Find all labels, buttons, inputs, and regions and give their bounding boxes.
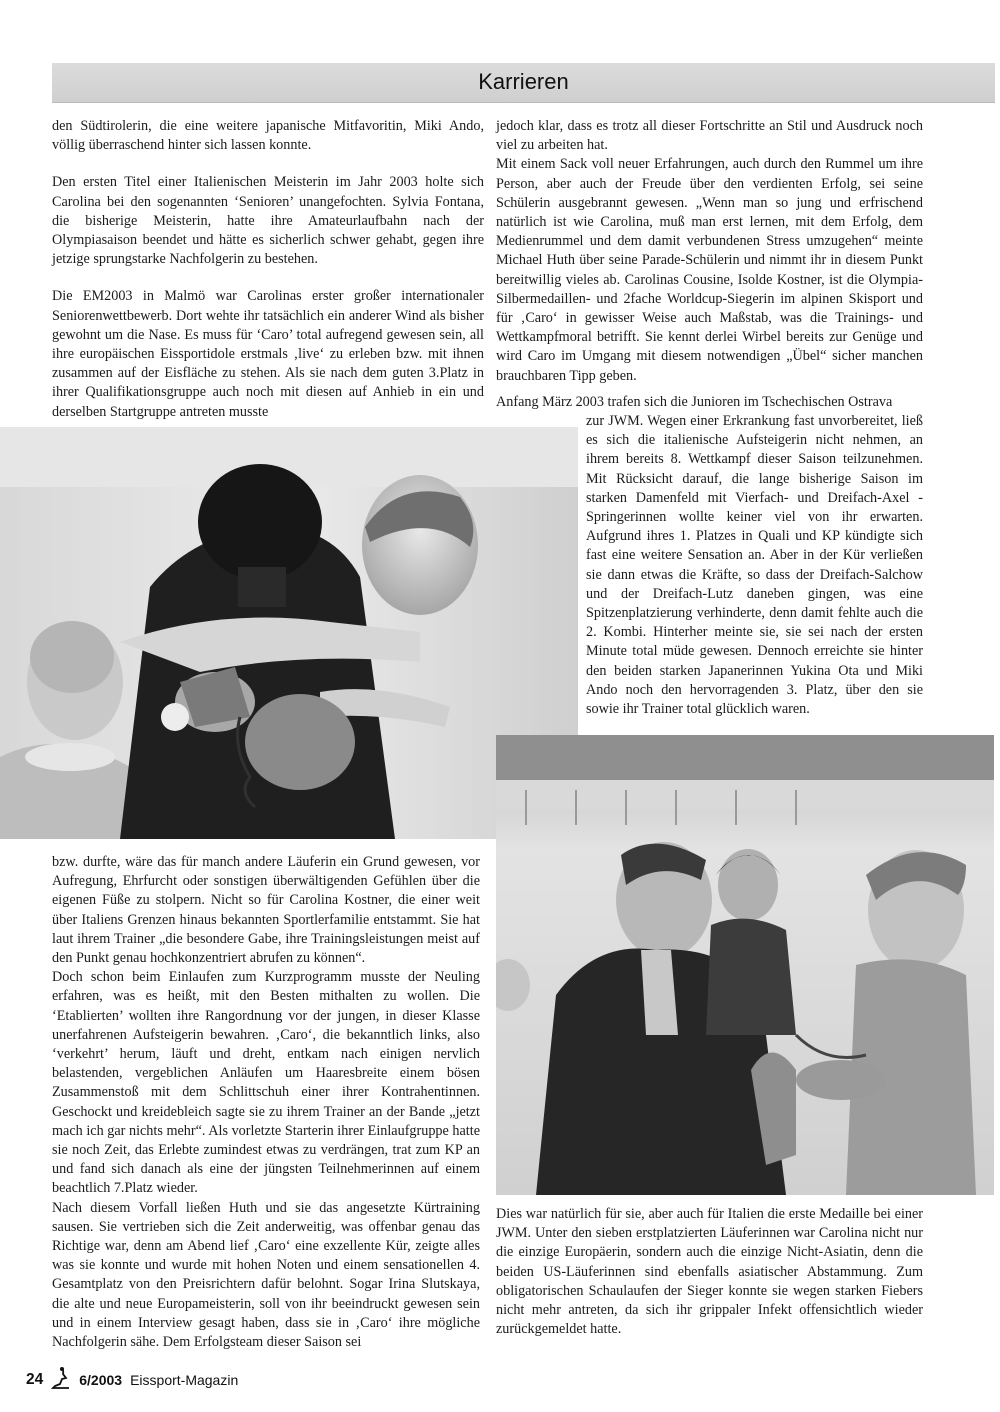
paragraph: Mit einem Sack voll neuer Erfahrungen, auch durch den Rummel um ihre Person, aber auch der Freude über den verdienten Erfolg, sei seine Schülerin ausgebrannt gewesen. „Wenn man so jung und erfrischend natürlich ist wie Carolina, muß man erst lernen, mit dem Erfolg, dem Medienrummel und dem damit verbundenen Stress umzugehen“ meinte Michael Huth über seine Parade-Schülerin und nimmt ihr in diesem Punkt bereitwillig vieles ab. Carolinas Cousine, Isolde Kostner, ist die Olympia-Silbermedaillen- und 2fache Worldcup-Siegerin im alpinen Skisport und für ‚Caro‘ in gewisser Weise auch Maßstab, was die Trainings- und Wettkampfmoral betrifft. Sie kennt derlei Wirbel bereits zur Genüge und wird Caro im Umgang mit diesem notwendigen „Übel“ sicher manchen brauchbaren Tipp geben. xyxy=(496,156,923,384)
page-number: 24 xyxy=(26,1370,44,1388)
paragraph: bzw. durfte, wäre das für manch andere Läuferin ein Grund gewesen, vor Aufregung, Ehrfurcht oder sonstigen überwältigenden Gefühlen über die eigenen Füße zu stolpern. Nicht so für Carolina Kostner, die einer weit über Italiens Grenzen hinaus bekannten Sportlerfamilie entstammt. Sie hat laut ihrem Trainer „die besondere Gabe, ihre Trainingsleistungen meist auf den Punkt genau hochkonzentriert abrufen zu können“. xyxy=(52,854,480,967)
photo-trainer-image xyxy=(496,735,994,1195)
column-bottom-right xyxy=(496,1205,923,1339)
page-footer xyxy=(26,1366,238,1393)
paragraph: zur JWM. Wegen einer Erkrankung fast unvorbereitet, ließ es sich die italienische Aufsteigerin nicht nehmen, an ihrem bereits 8. Wettkampf dieser Saison teilzunehmen. Mit Rücksicht darauf, die lange bisherige Saison im starken Damenfeld mit Vierfach- und Dreifach-Axel - Springerinnen wollte keiner viel von ihr erwarten. Aufgrund ihres 1. Platzes in Quali und KP kündigte sich fast eine weitere Sensation an. Aber in der Kür verließen sie dann etwas die Kräfte, so dass der Dreifach-Salchow und der Dreifach-Lutz daneben gingen, was eine Spitzenplatzierung verhinderte, denn damit fehlte auch die 2. Kombi. Hinterher meinte sie, sie sei nach der ersten Minute total müde gewesen. Dennoch erreichte sie hinter den beiden starken Japanerinnen Yukina Ota und Miki Ando noch den hervorragenden 3. Platz, über den sie sowie ihr Trainer total glücklich waren. xyxy=(586,413,923,718)
column-top-right xyxy=(496,117,923,386)
column-top-left xyxy=(52,117,484,422)
column-bottom-left xyxy=(52,853,480,1352)
paragraph: Dies war natürlich für sie, aber auch für Italien die erste Medaille bei einer JWM. Unter den sieben erstplatzierten Läuferinnen war Carolina nicht nur die einzige Europäerin, sondern auch die einzige Nicht-Asiatin, denn die beiden US-Läuferinnen sind ebenfalls asiatischer Abstammung. Zum obligatorischen Schaulaufen der Sieger konnte sie wegen starken Fiebers nicht mehr antreten, da sich ihr grippaler Infekt offensichtlich wieder zurückgemeldet hatte. xyxy=(496,1206,923,1338)
column-right-mid xyxy=(586,412,923,719)
paragraph: Den ersten Titel einer Italienischen Meisterin im Jahr 2003 holte sich Carolina bei den sogenannten ‘Senioren’ unangefochten. Sylvia Fontana, die bisherige Meisterin, hatte ihre Amateurlaufbahn nach der Olympiasaison beendet und hätte es sicherlich schwer gehabt, gegen ihre jetzige sprungstarke Nachfolgerin zu bestehen. xyxy=(52,174,484,268)
paragraph: jedoch klar, dass es trotz all dieser Fortschritte an Stil und Ausdruck noch viel zu arbeiten hat. xyxy=(496,118,923,154)
column-right-lead xyxy=(496,393,923,412)
paragraph: Die EM2003 in Malmö war Carolinas erster großer internationaler Seniorenwettbewerb. Dort wehte ihr tatsächlich ein anderer Wind als bisher gewohnt um die Nase. Es muss für ‘Caro’ total aufregend gewesen sein, all ihre europäischen Eissportidole erstmals ‚live‘ zu erleben bzw. mit ihnen zusammen auf der Eisfläche zu stehen. Als sie nach dem guten 3.Platz in ihrer Qualifikationsgruppe auch noch mit diesen auf Anhieb in ein und derselben Startgruppe antreten musste xyxy=(52,288,484,420)
photo-trainer xyxy=(496,735,994,1195)
paragraph-lead: Anfang März 2003 trafen sich die Junioren im Tschechischen Ostrava xyxy=(496,394,893,410)
paragraph: Nach diesem Vorfall ließen Huth und sie das angesetzte Kürtraining sausen. Sie vertrieben sich die Zeit anderweitig, was offenbar genau das Richtige war, denn am Abend lief ‚Caro‘ eine exzellente Kür, zeigte alles was sie konnte und wurde mit hohen Noten und einem sensationellen 4. Gesamtplatz von den Preisrichtern dafür belohnt. Sogar Irina Slutskaya, die alte und neue Europameisterin, soll von ihr beeindruckt gewesen sein und in einem Interview gesagt haben, dass sie in ‚Caro‘ ihre mögliche Nachfolgerin sähe. Dem Erfolgsteam dieser Saison sei xyxy=(52,1199,480,1351)
section-header-bar xyxy=(52,63,995,103)
paragraph: den Südtirolerin, die eine weitere japanische Mitfavoritin, Miki Ando, völlig überraschend hinter sich lassen konnte. xyxy=(52,118,484,154)
section-title: Karrieren xyxy=(478,69,569,94)
photo-hug xyxy=(0,427,578,839)
issue-label: 6/2003 xyxy=(79,1371,123,1388)
paragraph: Doch schon beim Einlaufen zum Kurzprogramm musste der Neuling erfahren, was es heißt, mit den Besten mithalten zu wollen. Die ‘Etablierten’ wollten ihre Rangordnung vor der jungen, in dieser Klasse unerfahrenen Aufsteigerin bewahren. ‚Caro‘, die bekanntlich links, also ‘verkehrt’ herum, läuft und dreht, entkam nach einigen nervlich belastenden, vergeblichen Anläufen um Haaresbreite einem bösen Zusammenstoß mit dem Schlittschuh einer ihrer Kontrahentinnen. Geschockt und kreidebleich sagte sie zu ihrem Trainer an der Bande „jetzt mach ich gar nichts mehr“. Als vorletzte Starterin ihrer Einlaufgruppe hatte sie noch Zeit, das Erlebte zumindest etwas zu verdrängen, trat zum KP an und fand sich danach als eine der jüngsten Teilnehmerinnen auf einem beachtlich 7.Platz wieder. xyxy=(52,969,480,1197)
magazine-name: Eissport-Magazin xyxy=(130,1371,239,1388)
photo-hug-image xyxy=(0,427,578,839)
skater-logo-icon xyxy=(51,1366,71,1393)
